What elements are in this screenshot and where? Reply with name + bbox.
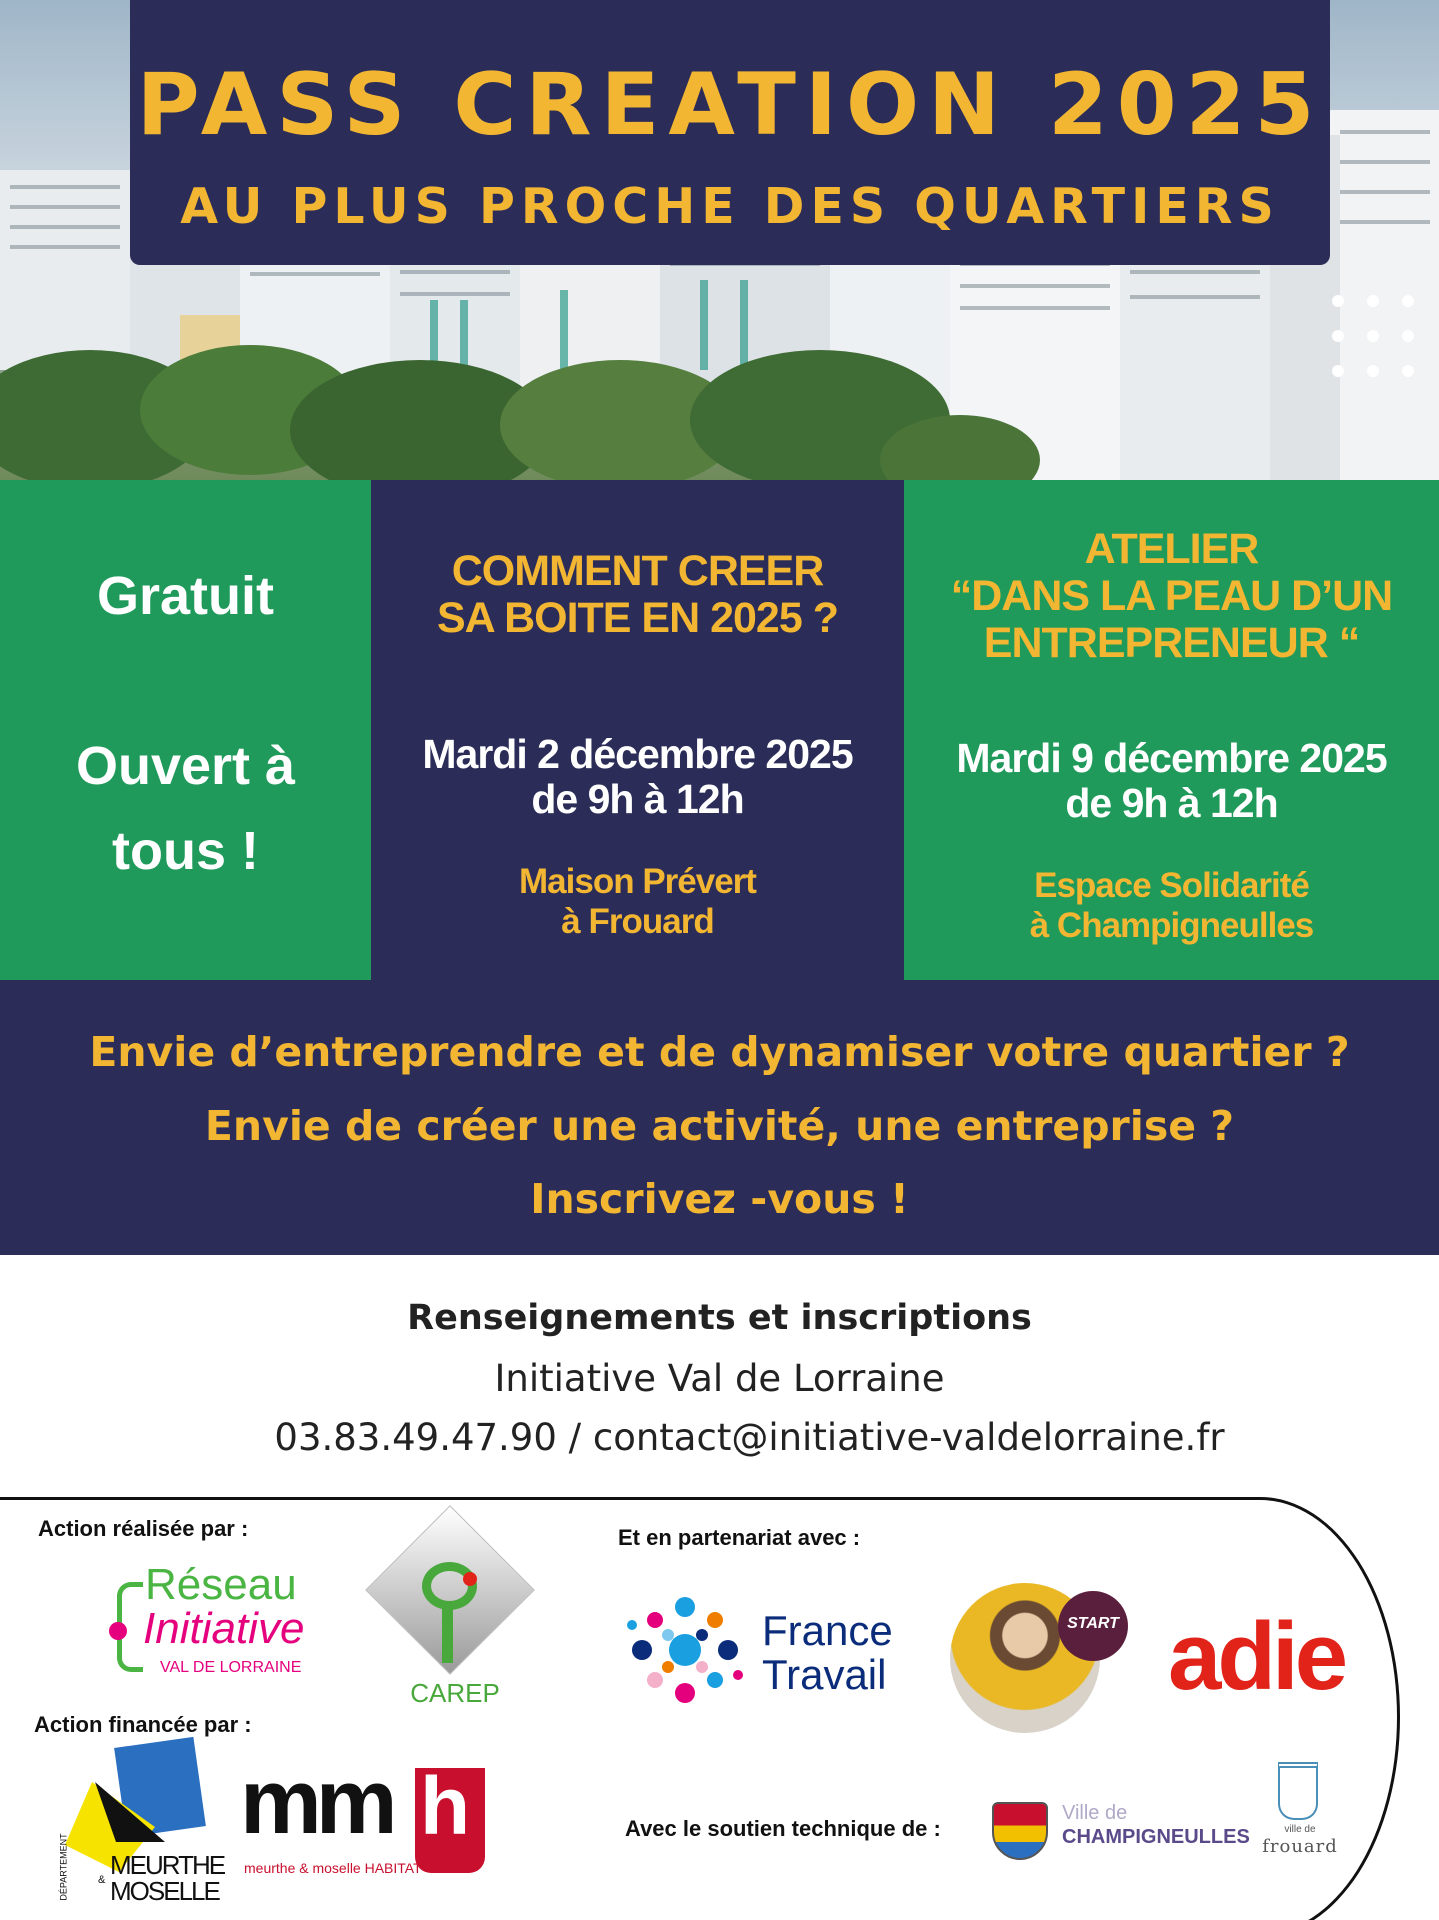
access-info-panel [0, 480, 371, 980]
contact-details[interactable]: 03.83.49.47.90 / contact@initiative-valdelorraine.fr [274, 1416, 1225, 1459]
reseau-line1: Réseau [145, 1560, 297, 1609]
meurthe-moselle-logo [58, 1742, 225, 1907]
call-to-action-band [0, 980, 1439, 1255]
event2-place-line2: à Champigneulles [1029, 906, 1314, 945]
france-travail-logo [620, 1585, 920, 1715]
champ-line1: Ville de [1062, 1802, 1128, 1824]
reseau-initiative-logo [105, 1560, 365, 1680]
champigneulles-logo [990, 1798, 1250, 1868]
technical-support-label: Avec le soutien technique de : [625, 1816, 941, 1841]
financed-by-label: Action financée par : [34, 1712, 252, 1737]
start-text: START [1067, 1615, 1119, 1632]
contact-organization: Initiative Val de Lorraine [494, 1357, 945, 1400]
event2-title-line3: ENTREPRENEUR “ [983, 619, 1360, 667]
france-line1: France [762, 1607, 893, 1654]
meurthe-amp: & [98, 1874, 106, 1886]
event2-title-line2: “DANS LA PEAU D’UN [950, 572, 1393, 620]
event1-place-line1: Maison Prévert [519, 862, 756, 901]
cta-line-2: Envie de créer une activité, une entreprise ? [204, 1102, 1235, 1150]
meurthe-line2: MOSELLE [110, 1876, 219, 1906]
free-label: Gratuit [96, 566, 274, 626]
frouard-logo [1250, 1762, 1350, 1872]
france-line2: Travail [762, 1651, 887, 1698]
meurthe-line1: MEURTHE [110, 1850, 225, 1880]
cta-line-3: Inscrivez -vous ! [530, 1175, 909, 1223]
partnership-label: Et en partenariat avec : [618, 1525, 861, 1550]
reseau-line3: VAL DE LORRAINE [160, 1659, 302, 1676]
mmh-subtitle: meurthe & moselle HABITAT [244, 1860, 422, 1876]
adie-logo: adie [1168, 1603, 1345, 1710]
contact-heading: Renseignements et inscriptions [407, 1298, 1032, 1338]
carep-logo [370, 1520, 540, 1710]
open-label-line2: tous ! [112, 821, 259, 881]
event2-place-line1: Espace Solidarité [1034, 866, 1309, 905]
frouard-line1: ville de [1284, 1824, 1316, 1835]
mmh-logo [240, 1751, 500, 1898]
event2-time: de 9h à 12h [1065, 780, 1278, 826]
page-title: PASS CREATION 2025 [136, 55, 1324, 155]
reseau-line2: Initiative [143, 1604, 305, 1653]
event1-time: de 9h à 12h [531, 776, 744, 822]
france-travail-dots-icon [620, 1585, 750, 1715]
frouard-line2: frouard [1262, 1836, 1338, 1857]
champigneulles-crest-icon [992, 1802, 1048, 1860]
event1-title-line1: COMMENT CREER [451, 547, 824, 595]
champ-line2: CHAMPIGNEULLES [1062, 1826, 1250, 1848]
open-label-line1: Ouvert à [75, 736, 296, 796]
title-panel [130, 0, 1330, 265]
realised-by-label: Action réalisée par : [38, 1516, 249, 1541]
carep-text: CAREP [410, 1678, 500, 1708]
meurthe-side-text: DÉPARTEMENT [58, 1833, 69, 1901]
page-subtitle: AU PLUS PROCHE DES QUARTIERS [180, 178, 1280, 235]
cta-line-1: Envie d’entreprendre et de dynamiser votre quartier ? [89, 1028, 1350, 1076]
event-panel-2 [904, 480, 1439, 980]
mmh-text: mm [240, 1751, 392, 1853]
start-photo-badge [950, 1583, 1130, 1733]
event2-title-line1: ATELIER [1084, 525, 1259, 573]
event-panel-1 [371, 480, 904, 980]
mmh-h: h [420, 1761, 471, 1852]
event2-date: Mardi 9 décembre 2025 [956, 735, 1387, 781]
hero-banner [0, 0, 1439, 480]
event1-place-line2: à Frouard [561, 902, 714, 941]
frouard-tower-icon [1278, 1762, 1318, 1820]
event1-date: Mardi 2 décembre 2025 [422, 731, 853, 777]
event1-title-line2: SA BOITE EN 2025 ? [437, 594, 838, 642]
